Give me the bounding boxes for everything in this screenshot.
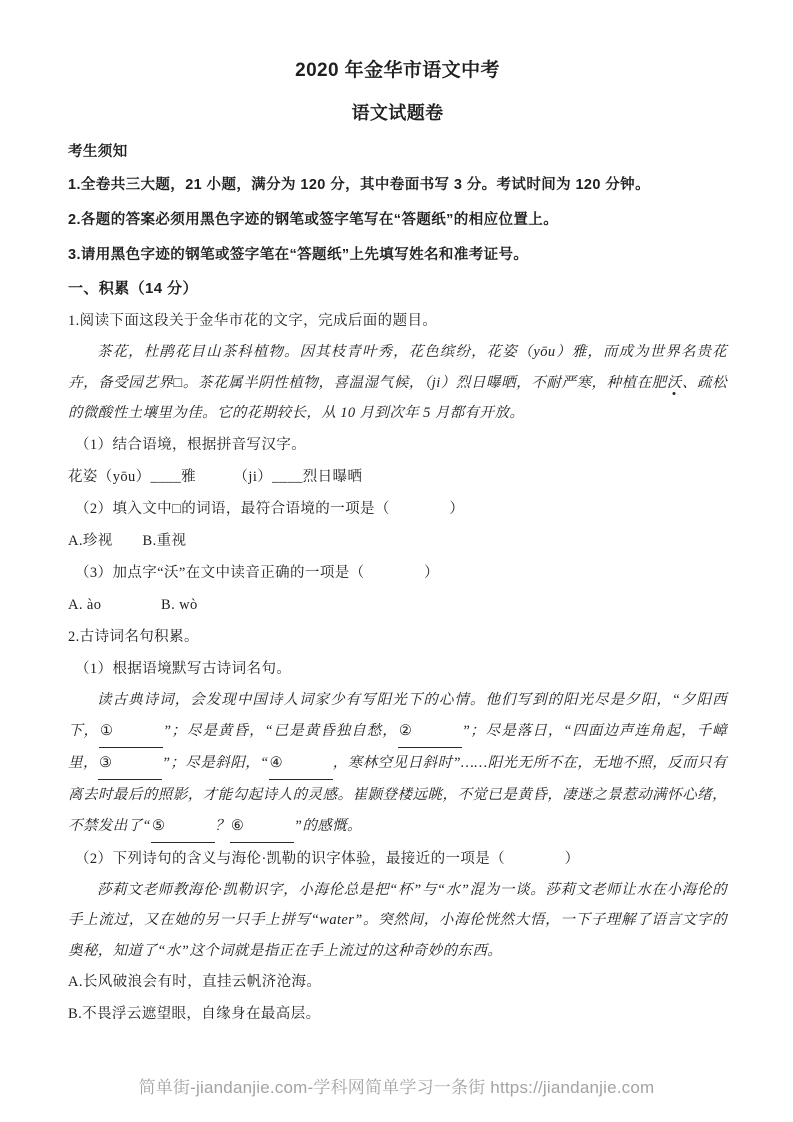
- question-1-sub-3-label: （3）加点字“沃”在文中读音正确的一项是（ ）: [75, 564, 440, 581]
- notice-item-2: 2.各题的答案必须用黑色字迹的钢笔或签字笔写在“答题纸”的相应位置上。: [68, 212, 559, 228]
- question-2: [68, 621, 727, 1031]
- notice-heading: 考生须知: [68, 144, 128, 160]
- question-1-sub-2-options: A.珍视 B.重视: [68, 532, 187, 549]
- question-2-sub-1-label: （1）根据语境默写古诗词名句。: [75, 660, 292, 677]
- exam-subtitle: 语文试题卷: [351, 103, 444, 123]
- fill-in-blank: ④: [269, 748, 333, 780]
- fill-in-blank: ③: [98, 748, 162, 780]
- question-1-sub-3-options: A. ào B. wò: [68, 596, 198, 613]
- passage-text-before: 茶花，杜鹃花目山茶科植物。因其枝青叶秀，花色缤纷，花姿（yōu）雅，而成为世界名贵花卉，备受园艺界□。茶花属半阴性植物，喜温湿气候，（ji）烈日曝晒，不耐严寒，种植在肥: [68, 344, 727, 391]
- question-1-sub-1-label: （1）结合语境，根据拼音写汉字。: [75, 436, 307, 453]
- dotted-character: 沃: [666, 374, 682, 391]
- question-2-helen-passage: 莎莉文老师教海伦·凯勒识字，小海伦总是把“杯”与“水”混为一谈。莎莉文老师让水在小海伦的手上流过，又在她的另一只手上拼写“water”。突然间，小海伦恍然大悟，一下子理解了语言文字的奥秘，知道了“水”这个词就是指正在手上流过的这种奇妙的东西。: [68, 881, 727, 959]
- fill-in-blank: ②: [398, 716, 462, 748]
- fill-in-blank: ⑤: [151, 811, 215, 843]
- question-1-stem: 1.阅读下面这段关于金华市花的文字，完成后面的题目。: [68, 313, 438, 329]
- section-1-heading: 一、积累（14 分）: [68, 280, 198, 297]
- question-2-sub-2-option-b: B.不畏浮云遮望眼，自缘身在最高层。: [68, 1006, 321, 1022]
- page-watermark: 简单街-jiandanjie.com-学科网简单学习一条街 https://jiandanjie.com: [138, 1078, 655, 1097]
- question-1: [68, 305, 727, 621]
- question-2-stem: 2.古诗词名句积累。: [68, 628, 199, 645]
- question-2-sub-2-option-a: A.长风破浪会有时，直挂云帆济沧海。: [68, 974, 322, 990]
- candidate-notice: [68, 136, 727, 273]
- question-2-poem-passage: 读古典诗词，会发现中国诗人词家少有写阳光下的心情。他们写到的阳光尽是夕阳，“夕阳西下，① ”；尽是黄昏，“已是黄昏独自愁，② ”；尽是落日，“四面边声连角起，千嶂里，③ ”；尽是斜阳，“④ ，寒林空见日斜时”……阳光无所不在，无地不照，反而只有离去时最后的照影，才能勾起诗人的灵感。崔颢登楼远眺，不觉已是黄昏，凄迷之景惹动满怀心绪，不禁发出了“⑤ ？⑥ ”的感慨。: [68, 685, 727, 843]
- fill-in-blank: ⑥: [230, 811, 294, 843]
- exam-title: 2020 年金华市语文中考: [295, 60, 500, 81]
- question-1-sub-1-blanks: 花姿（yōu）____雅 （ji）____烈日曝晒: [68, 468, 363, 485]
- question-2-sub-2-label: （2）下列诗句的含义与海伦·凯勒的识字体验，最接近的一项是（ ）: [75, 850, 580, 867]
- passage-text-after: 、疏松的微酸性土壤里为佳。它的花期较长，从 10 月到次年 5 月都有开放。: [68, 374, 727, 421]
- question-1-sub-2-label: （2）填入文中□的词语，最符合语境的一项是（ ）: [75, 500, 465, 517]
- exam-content: [68, 58, 727, 1030]
- fill-in-blank: ①: [99, 716, 163, 748]
- notice-item-1: 1.全卷共三大题，21 小题，满分为 120 分，其中卷面书写 3 分。考试时间为 120 分钟。: [68, 177, 650, 193]
- notice-item-3: 3.请用黑色字迹的钢笔或签字笔在“答题纸”上先填写姓名和准考证号。: [68, 247, 529, 263]
- question-1-passage: [68, 337, 727, 429]
